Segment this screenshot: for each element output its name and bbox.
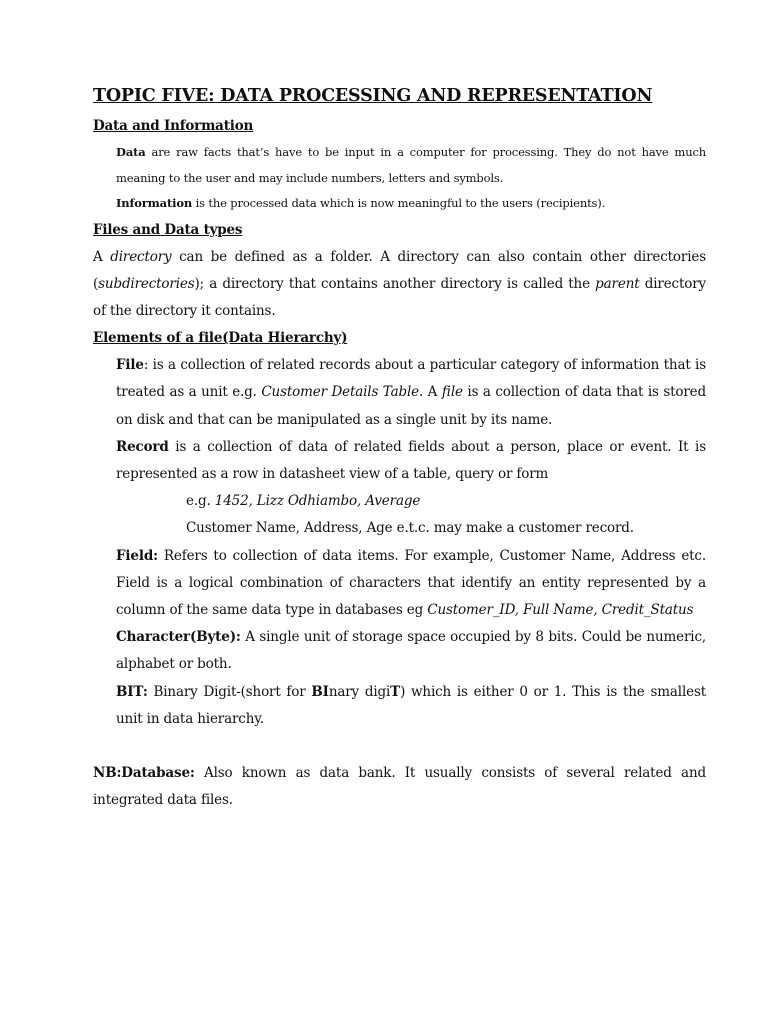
data-definition: Data are raw facts that’s have to be input in a computer for processing. They do not have much meaning to the user and may include numbers, letters and symbols. [116, 145, 706, 185]
record-definition: Record is a collection of data of related fields about a person, place or event. It is represented as a row in datasheet view of a table, query or form [116, 438, 706, 482]
character-term: Character(Byte): [116, 629, 241, 646]
nb-database-note: NB:Database: Also known as data bank. It usually consists of several related and integrated data files. [93, 764, 706, 809]
field-definition: Field: Refers to collection of data items. For example, Customer Name, Address etc. Field is a logical combination of characters that identify an entity represented by a column of the same data type in databases eg Customer_ID, Full Name, Credit_Status [116, 547, 706, 618]
bit-definition: BIT: Binary Digit-(short for BInary digiT) which is either 0 or 1. This is the smallest unit in data hierarchy. [116, 683, 707, 727]
information-term: Information [116, 196, 193, 210]
heading-elements-of-a-file: Elements of a file(Data Hierarchy) [93, 330, 348, 347]
heading-data-and-information: Data and Information [93, 118, 254, 134]
heading-files-and-data-types: Files and Data types [93, 221, 243, 238]
information-definition: Information is the processed data which is now meaningful to the users (recipients). [116, 196, 606, 210]
spacer [93, 733, 706, 760]
bit-term: BIT: [116, 683, 148, 700]
character-definition: Character(Byte): A single unit of storage space occupied by 8 bits. Could be numeric, alphabet or both. [116, 629, 706, 673]
record-example-note: Customer Name, Address, Age e.t.c. may make a customer record. [186, 520, 634, 537]
field-term: Field: [116, 547, 158, 564]
data-term: Data [116, 145, 146, 159]
file-definition: File: is a collection of related records about a particular category of information that is treated as a unit e.g. Customer Details Table. A file is a collection of data that is stored on disk and that can be manipulated as a single unit by its name. [116, 357, 706, 428]
nb-database-term: NB:Database: [93, 764, 195, 781]
directory-paragraph: A directory can be defined as a folder. A directory can also contain other directories (subdirectories); a directory that contains another directory is called the parent directory of the directory it contains. [93, 248, 706, 319]
file-term: File [116, 357, 144, 374]
record-term: Record [116, 438, 169, 455]
page-title: TOPIC FIVE: DATA PROCESSING AND REPRESENTATION [93, 86, 653, 106]
record-example: e.g. 1452, Lizz Odhiambo, Average [186, 493, 421, 510]
